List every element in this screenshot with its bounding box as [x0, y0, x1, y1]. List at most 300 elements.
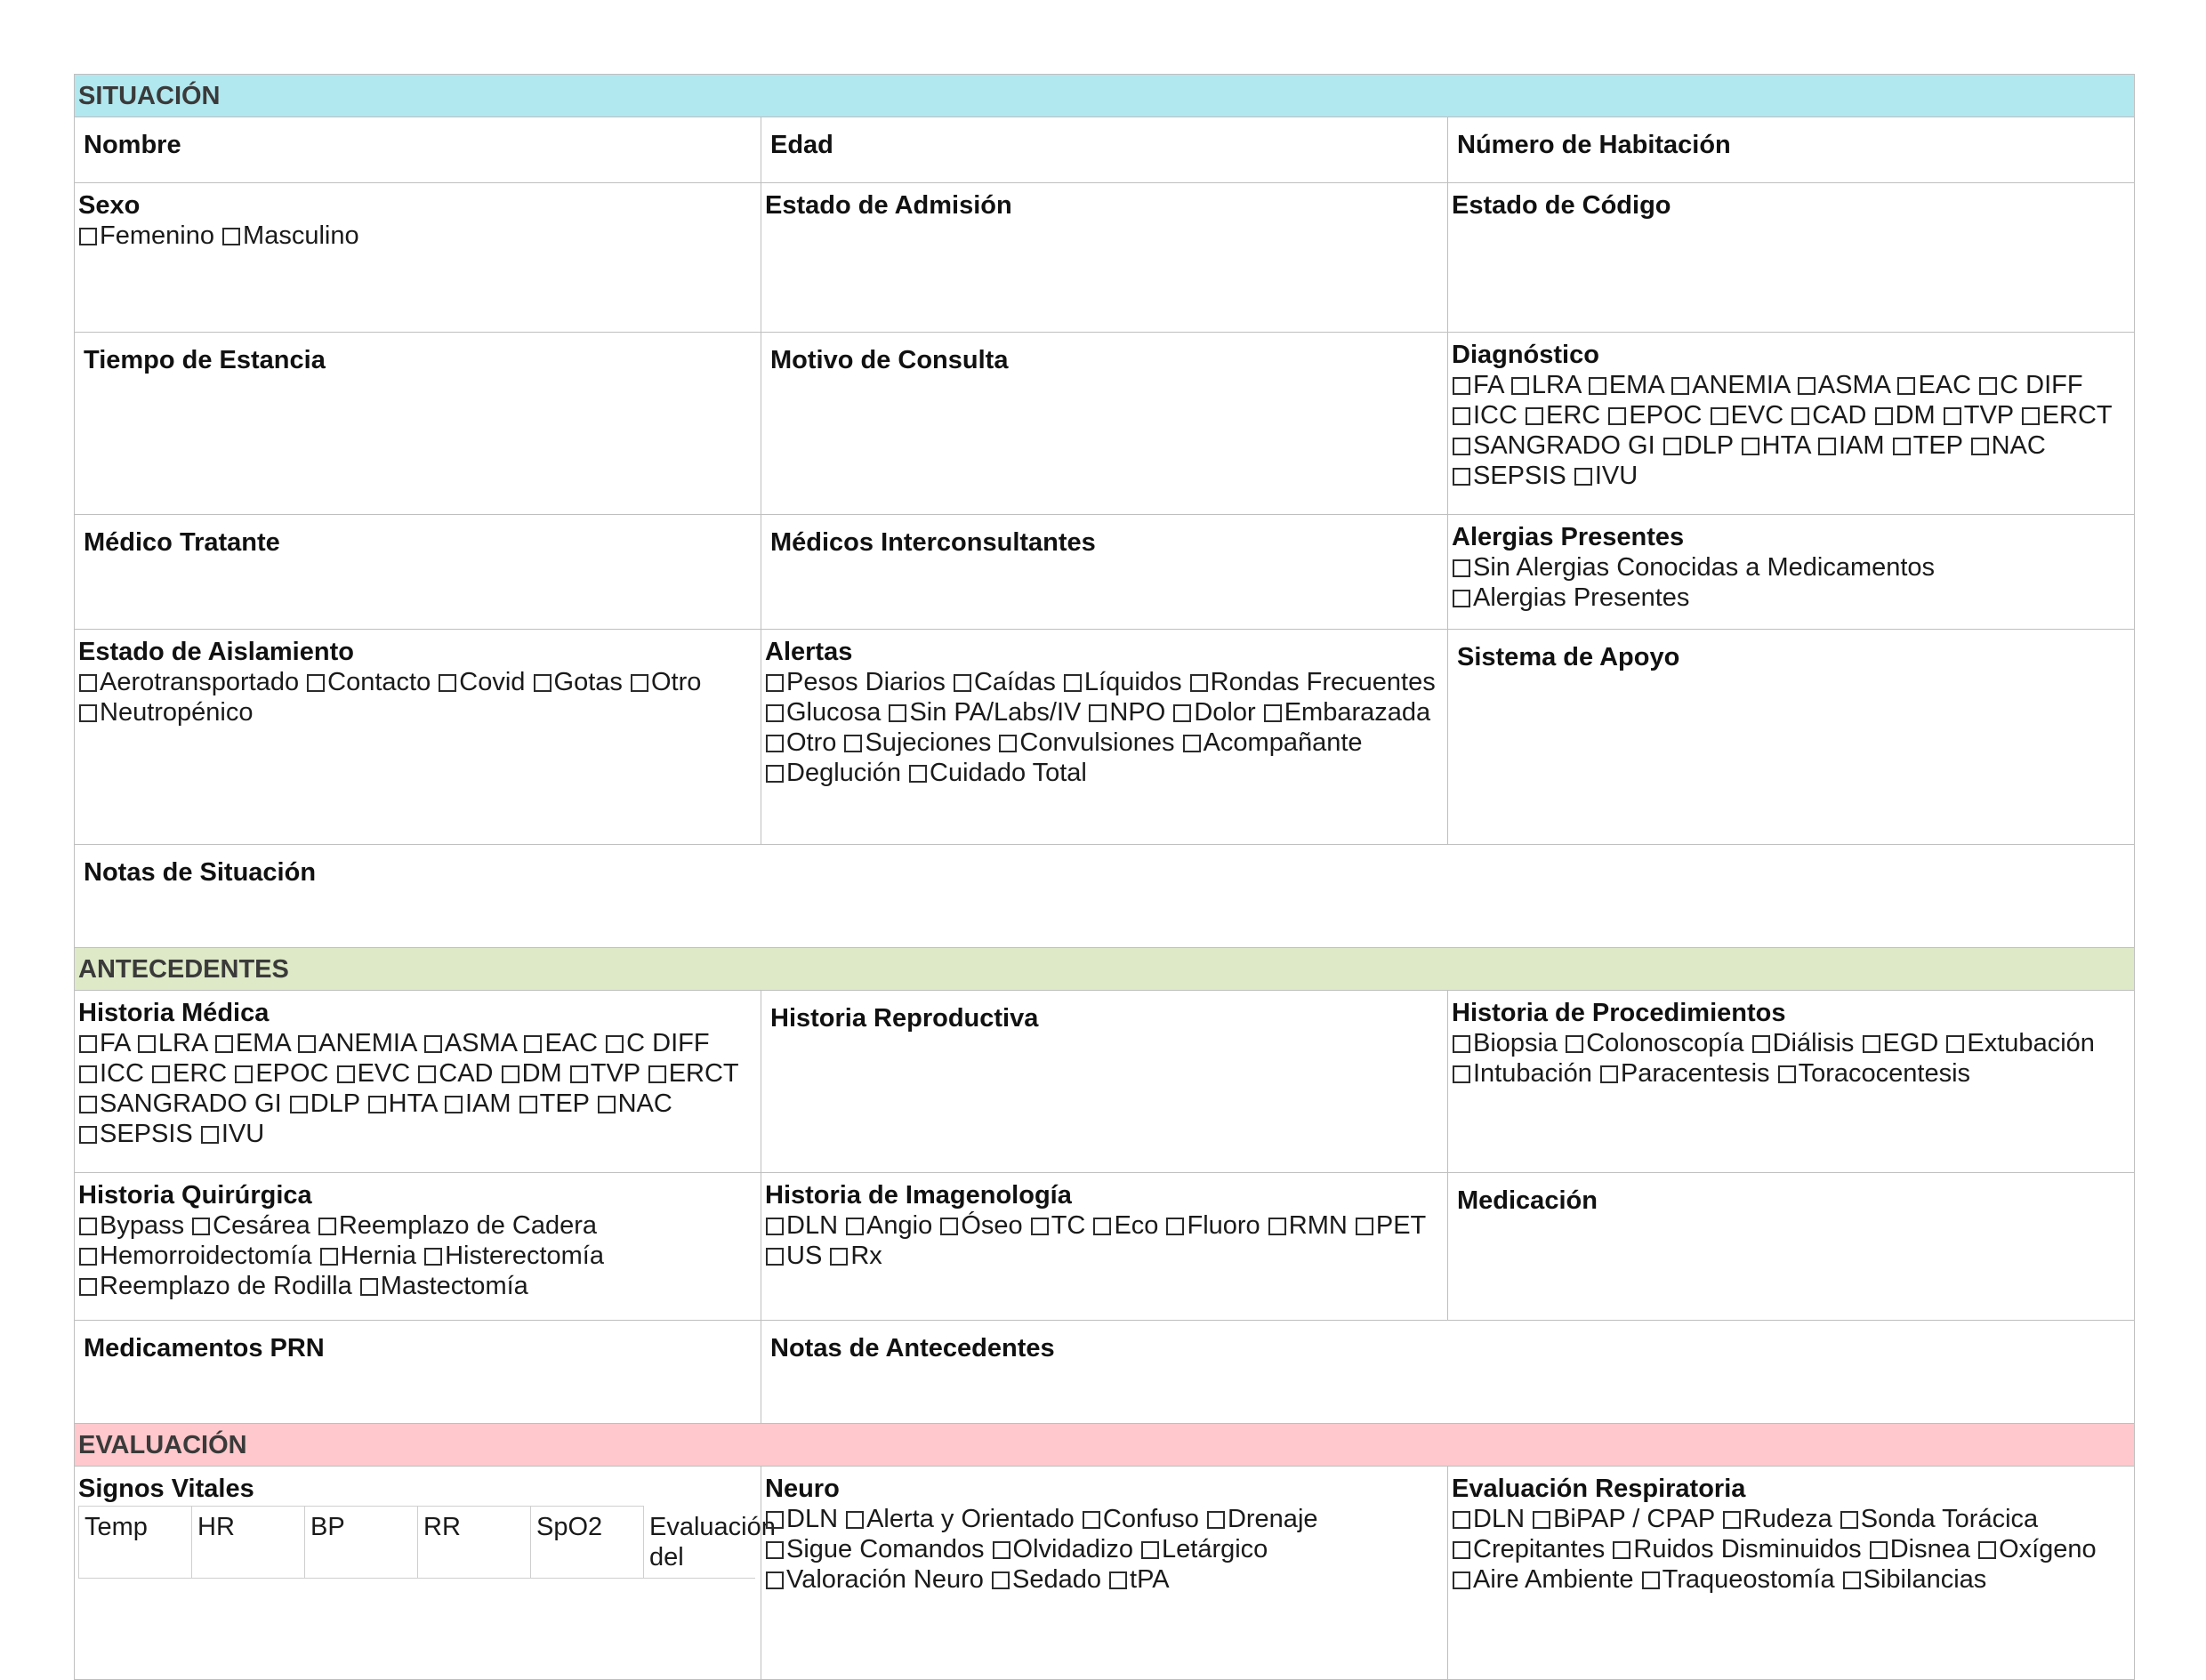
checkbox-icon[interactable] — [909, 765, 927, 783]
checkbox-option[interactable] — [765, 1505, 838, 1533]
checkbox-icon[interactable] — [1268, 1218, 1286, 1235]
cell-sistema-apoyo[interactable] — [1448, 630, 2135, 845]
checkbox-option[interactable] — [214, 1029, 290, 1057]
checkbox-icon[interactable] — [534, 674, 552, 692]
checkbox-option[interactable] — [336, 1059, 411, 1088]
checkbox-option[interactable] — [519, 1089, 590, 1118]
checkbox-icon[interactable] — [192, 1218, 210, 1235]
checkbox-option[interactable] — [1092, 1211, 1158, 1240]
checkbox-icon[interactable] — [1511, 377, 1529, 395]
checkbox-icon[interactable] — [138, 1035, 156, 1053]
cell-medicos-interconsultantes[interactable] — [761, 515, 1448, 630]
checkbox-icon[interactable] — [1453, 1035, 1470, 1053]
checkbox-icon[interactable] — [79, 1096, 97, 1113]
checkbox-option[interactable] — [200, 1120, 264, 1148]
checkbox-icon[interactable] — [1778, 1065, 1796, 1083]
checkbox-option[interactable] — [1108, 1565, 1170, 1594]
section-situacion-row — [75, 75, 2135, 117]
checkbox-label: Diálisis — [1772, 1029, 1855, 1057]
checkbox-icon[interactable] — [215, 1035, 233, 1053]
checkbox-option[interactable] — [1943, 401, 2014, 430]
checkbox-icon[interactable] — [368, 1096, 386, 1113]
checkbox-icon[interactable] — [830, 1248, 848, 1266]
checkbox-label: Angio — [866, 1211, 933, 1240]
checkbox-option[interactable] — [765, 1211, 838, 1240]
cell-medicacion[interactable] — [1448, 1173, 2135, 1321]
checkbox-group-historia-procedimientos — [1452, 1028, 2130, 1089]
checkbox-icon[interactable] — [766, 704, 784, 722]
checkbox-icon[interactable] — [766, 1511, 784, 1529]
checkbox-option[interactable] — [423, 1242, 604, 1270]
checkbox-option[interactable] — [501, 1059, 562, 1088]
checkbox-option[interactable] — [2021, 401, 2112, 430]
checkbox-option[interactable] — [630, 668, 701, 696]
cell-medico-tratante[interactable] — [75, 515, 761, 630]
checkbox-option[interactable] — [533, 668, 623, 696]
checkbox-icon[interactable] — [1723, 1511, 1741, 1529]
checkbox-icon[interactable] — [1742, 438, 1759, 455]
checkbox-label: Extubación — [1967, 1029, 2095, 1057]
checkbox-option[interactable] — [1671, 371, 1790, 399]
checkbox-icon[interactable] — [1083, 1511, 1100, 1529]
checkbox-label: IAM — [464, 1089, 511, 1118]
checkbox-icon[interactable] — [79, 704, 97, 722]
checkbox-icon[interactable] — [1944, 407, 1961, 425]
checkbox-option[interactable] — [1452, 583, 1689, 612]
checkbox-label: Sigue Comandos — [786, 1535, 985, 1563]
checkbox-icon[interactable] — [1453, 377, 1470, 395]
checkbox-option[interactable] — [1452, 371, 1503, 399]
checkbox-option[interactable] — [78, 1242, 312, 1270]
checkbox-option[interactable] — [417, 1059, 493, 1088]
checkbox-option[interactable] — [998, 728, 1174, 757]
checkbox-option[interactable] — [1588, 371, 1663, 399]
checkbox-option[interactable] — [1777, 1059, 1970, 1088]
label-medico-tratante: Médico Tratante — [84, 528, 280, 557]
checkbox-icon[interactable] — [570, 1065, 588, 1083]
checkbox-option[interactable] — [1355, 1211, 1426, 1240]
checkbox-option[interactable] — [939, 1211, 1022, 1240]
checkbox-icon[interactable] — [79, 228, 97, 245]
checkbox-option[interactable] — [78, 1029, 130, 1057]
cell-historia-reproductiva[interactable] — [761, 991, 1448, 1173]
checkbox-icon[interactable] — [307, 674, 325, 692]
checkbox-option[interactable] — [367, 1089, 437, 1118]
checkbox-icon[interactable] — [1566, 1035, 1583, 1053]
checkbox-option[interactable] — [991, 1565, 1101, 1594]
checkbox-icon[interactable] — [1526, 407, 1543, 425]
checkbox-icon[interactable] — [1089, 704, 1107, 722]
checkbox-option[interactable] — [1978, 371, 2082, 399]
checkbox-icon[interactable] — [1453, 1511, 1470, 1529]
checkbox-option[interactable] — [1970, 431, 2046, 460]
checkbox-icon[interactable] — [1663, 438, 1681, 455]
checkbox-group-respiratoria — [1452, 1504, 2130, 1595]
checkbox-option[interactable] — [1722, 1505, 1832, 1533]
checkbox-option[interactable] — [1172, 698, 1255, 727]
checkbox-label: SANGRADO GI — [100, 1089, 282, 1118]
checkbox-icon[interactable] — [418, 1065, 436, 1083]
checkbox-option[interactable] — [1641, 1565, 1835, 1594]
checkbox-icon[interactable] — [1711, 407, 1728, 425]
checkbox-icon[interactable] — [954, 674, 971, 692]
checkbox-icon[interactable] — [79, 1248, 97, 1266]
checkbox-option[interactable] — [1751, 1029, 1855, 1057]
checkbox-icon[interactable] — [1109, 1571, 1127, 1589]
checkbox-option[interactable] — [1896, 371, 1971, 399]
checkbox-icon[interactable] — [1190, 674, 1208, 692]
checkbox-label: C DIFF — [626, 1029, 710, 1057]
label-alertas: Alertas — [765, 638, 853, 666]
checkbox-icon[interactable] — [1893, 438, 1911, 455]
checkbox-icon[interactable] — [1971, 438, 1989, 455]
checkbox-option[interactable] — [234, 1059, 328, 1088]
checkbox-label: Fluoro — [1187, 1211, 1260, 1240]
checkbox-option[interactable] — [137, 1029, 207, 1057]
cell-estado-codigo[interactable] — [1448, 183, 2135, 333]
checkbox-option[interactable] — [359, 1272, 528, 1300]
checkbox-icon[interactable] — [1183, 735, 1201, 752]
checkbox-option[interactable] — [1452, 1059, 1592, 1088]
checkbox-icon[interactable] — [519, 1096, 537, 1113]
checkbox-option[interactable] — [1452, 462, 1566, 490]
vitals-col-spo2[interactable]: SpO2 — [531, 1507, 644, 1579]
checkbox-icon[interactable] — [79, 1035, 97, 1053]
cell-historia-procedimientos — [1448, 991, 2135, 1173]
checkbox-icon[interactable] — [1453, 407, 1470, 425]
checkbox-icon[interactable] — [846, 1511, 864, 1529]
checkbox-icon[interactable] — [1791, 407, 1809, 425]
checkbox-option[interactable] — [765, 728, 836, 757]
vitals-col-bp[interactable]: BP — [305, 1507, 418, 1579]
checkbox-option[interactable] — [78, 1272, 352, 1300]
checkbox-icon[interactable] — [1875, 407, 1893, 425]
checkbox-icon[interactable] — [648, 1065, 666, 1083]
cell-estado-admision[interactable] — [761, 183, 1448, 333]
checkbox-icon[interactable] — [1946, 1035, 1964, 1053]
checkbox-group-alertas — [765, 667, 1444, 788]
cell-medicamentos-prn[interactable] — [75, 1321, 761, 1424]
cell-habitacion[interactable] — [1448, 117, 2135, 183]
checkbox-icon[interactable] — [1264, 704, 1282, 722]
checkbox-label: DLN — [1473, 1505, 1526, 1533]
checkbox-icon[interactable] — [1064, 674, 1082, 692]
checkbox-option[interactable] — [1840, 1505, 2038, 1533]
checkbox-option[interactable] — [78, 221, 214, 250]
checkbox-option[interactable] — [845, 1505, 1075, 1533]
checkbox-option[interactable] — [1268, 1211, 1348, 1240]
checkbox-label: CAD — [1812, 401, 1867, 430]
checkbox-option[interactable] — [605, 1029, 709, 1057]
checkbox-icon[interactable] — [1453, 1065, 1470, 1083]
checkbox-icon[interactable] — [318, 1218, 336, 1235]
checkbox-icon[interactable] — [1453, 1571, 1470, 1589]
checkbox-icon[interactable] — [1840, 1511, 1858, 1529]
vitals-col-hr[interactable]: HR — [192, 1507, 305, 1579]
checkbox-icon[interactable] — [606, 1035, 624, 1053]
checkbox-option[interactable] — [1140, 1535, 1268, 1563]
checkbox-icon[interactable] — [445, 1096, 463, 1113]
checkbox-icon[interactable] — [1752, 1035, 1770, 1053]
cell-motivo-consulta[interactable] — [761, 333, 1448, 515]
checkbox-option[interactable] — [1977, 1535, 2097, 1563]
checkbox-option[interactable] — [318, 1211, 597, 1240]
checkbox-icon[interactable] — [1031, 1218, 1049, 1235]
checkbox-icon[interactable] — [1798, 377, 1816, 395]
label-sexo: Sexo — [78, 191, 141, 220]
checkbox-icon[interactable] — [1207, 1511, 1225, 1529]
cell-notas-situacion[interactable] — [75, 845, 2135, 948]
checkbox-option[interactable] — [765, 1242, 822, 1270]
checkbox-icon[interactable] — [1613, 1541, 1630, 1559]
checkbox-icon[interactable] — [1978, 1541, 1996, 1559]
checkbox-icon[interactable] — [766, 1218, 784, 1235]
checkbox-option[interactable] — [1874, 401, 1936, 430]
checkbox-option[interactable] — [444, 1089, 511, 1118]
checkbox-option[interactable] — [829, 1242, 882, 1270]
checkbox-icon[interactable] — [1453, 438, 1470, 455]
label-habitacion: Número de Habitación — [1457, 131, 1731, 159]
vitals-col-temp[interactable]: Temp — [79, 1507, 192, 1579]
checkbox-option[interactable] — [438, 668, 525, 696]
checkbox-icon[interactable] — [502, 1065, 519, 1083]
checkbox-icon[interactable] — [1863, 1035, 1880, 1053]
checkbox-icon[interactable] — [889, 704, 906, 722]
checkbox-option[interactable] — [151, 1059, 227, 1088]
checkbox-icon[interactable] — [766, 765, 784, 783]
checkbox-option[interactable] — [1599, 1059, 1770, 1088]
checkbox-option[interactable] — [1063, 668, 1182, 696]
checkbox-option[interactable] — [191, 1211, 310, 1240]
checkbox-icon[interactable] — [940, 1218, 958, 1235]
checkbox-icon[interactable] — [290, 1096, 308, 1113]
checkbox-label: Óseo — [961, 1211, 1023, 1240]
checkbox-label: Rondas Frecuentes — [1210, 668, 1436, 696]
checkbox-icon[interactable] — [79, 1126, 97, 1144]
checkbox-option[interactable] — [765, 668, 946, 696]
label-medicamentos-prn: Medicamentos PRN — [84, 1334, 325, 1362]
checkbox-option[interactable] — [423, 1029, 517, 1057]
checkbox-icon[interactable] — [1642, 1571, 1660, 1589]
checkbox-option[interactable] — [1945, 1029, 2095, 1057]
checkbox-icon[interactable] — [1533, 1511, 1550, 1529]
checkbox-option[interactable] — [319, 1242, 416, 1270]
checkbox-option[interactable] — [1452, 431, 1655, 460]
checkbox-icon[interactable] — [320, 1248, 338, 1266]
checkbox-icon[interactable] — [1671, 377, 1689, 395]
checkbox-option[interactable] — [1869, 1535, 1970, 1563]
checkbox-icon[interactable] — [1897, 377, 1915, 395]
checkbox-icon[interactable] — [79, 1278, 97, 1296]
checkbox-icon[interactable] — [201, 1126, 219, 1144]
checkbox-option[interactable] — [78, 668, 299, 696]
checkbox-option[interactable] — [765, 1535, 984, 1563]
checkbox-icon[interactable] — [1608, 407, 1626, 425]
checkbox-label: Sedado — [1011, 1565, 1101, 1594]
checkbox-icon[interactable] — [1600, 1065, 1618, 1083]
label-sistema-apoyo: Sistema de Apoyo — [1457, 643, 1680, 671]
label-evaluacion-respiratoria: Evaluación Respiratoria — [1452, 1475, 1746, 1503]
checkbox-icon[interactable] — [1453, 590, 1470, 607]
checkbox-option[interactable] — [78, 1059, 144, 1088]
vitals-col-rr[interactable]: RR — [418, 1507, 531, 1579]
checkbox-option[interactable] — [78, 1089, 282, 1118]
checkbox-icon[interactable] — [298, 1035, 316, 1053]
checkbox-icon[interactable] — [631, 674, 648, 692]
checkbox-icon[interactable] — [1356, 1218, 1373, 1235]
cell-historia-imagenologia — [761, 1173, 1448, 1321]
checkbox-option[interactable] — [992, 1535, 1133, 1563]
checkbox-option[interactable] — [78, 1211, 184, 1240]
checkbox-icon[interactable] — [1141, 1541, 1159, 1559]
checkbox-label: Hernia — [340, 1242, 417, 1270]
checkbox-icon[interactable] — [79, 674, 97, 692]
checkbox-label: HTA — [388, 1089, 437, 1118]
cell-edad[interactable] — [761, 117, 1448, 183]
checkbox-icon[interactable] — [999, 735, 1017, 752]
checkbox-icon[interactable] — [1093, 1218, 1111, 1235]
checkbox-icon[interactable] — [766, 1248, 784, 1266]
checkbox-option[interactable] — [765, 759, 901, 787]
checkbox-icon[interactable] — [1589, 377, 1606, 395]
checkbox-icon[interactable] — [424, 1248, 442, 1266]
checkbox-option[interactable] — [221, 221, 359, 250]
checkbox-icon[interactable] — [1574, 468, 1592, 486]
checkbox-label: DLN — [786, 1505, 839, 1533]
checkbox-icon[interactable] — [992, 1571, 1010, 1589]
checkbox-option[interactable] — [1206, 1505, 1318, 1533]
checkbox-option[interactable] — [1452, 1565, 1634, 1594]
checkbox-option[interactable] — [1532, 1505, 1715, 1533]
checkbox-label: EPOC — [1629, 401, 1703, 430]
checkbox-icon[interactable] — [1818, 438, 1836, 455]
checkbox-label: DM — [1895, 401, 1936, 430]
cell-notas-antecedentes[interactable] — [761, 1321, 2135, 1424]
checkbox-icon[interactable] — [524, 1035, 542, 1053]
checkbox-group-historia-imagenologia — [765, 1210, 1444, 1271]
checkbox-icon[interactable] — [1870, 1541, 1888, 1559]
checkbox-icon[interactable] — [766, 735, 784, 752]
checkbox-option[interactable] — [1088, 698, 1165, 727]
checkbox-option[interactable] — [1862, 1029, 1939, 1057]
checkbox-option[interactable] — [908, 759, 1087, 787]
checkbox-option[interactable] — [648, 1059, 738, 1088]
checkbox-option[interactable] — [1082, 1505, 1199, 1533]
checkbox-icon[interactable] — [1453, 559, 1470, 577]
checkbox-option[interactable] — [1791, 401, 1866, 430]
checkbox-option[interactable] — [1710, 401, 1784, 430]
checkbox-icon[interactable] — [235, 1065, 253, 1083]
checkbox-icon[interactable] — [1843, 1571, 1861, 1589]
checkbox-option[interactable] — [1565, 1029, 1743, 1057]
checkbox-label: EAC — [1918, 371, 1972, 399]
label-nombre: Nombre — [84, 131, 181, 159]
checkbox-option[interactable] — [843, 728, 991, 757]
checkbox-option[interactable] — [306, 668, 431, 696]
checkbox-icon[interactable] — [993, 1541, 1010, 1559]
checkbox-icon[interactable] — [1166, 1218, 1184, 1235]
checkbox-option[interactable] — [1452, 401, 1518, 430]
checkbox-icon[interactable] — [766, 674, 784, 692]
checkbox-option[interactable] — [765, 1565, 984, 1594]
checkbox-icon[interactable] — [1453, 1541, 1470, 1559]
checkbox-option[interactable] — [1817, 431, 1885, 460]
checkbox-icon[interactable] — [337, 1065, 355, 1083]
checkbox-option[interactable] — [78, 1120, 193, 1148]
checkbox-option[interactable] — [1797, 371, 1890, 399]
checkbox-option[interactable] — [569, 1059, 640, 1088]
checkbox-option[interactable] — [1663, 431, 1734, 460]
checkbox-icon[interactable] — [766, 1541, 784, 1559]
checkbox-icon[interactable] — [598, 1096, 616, 1113]
checkbox-icon[interactable] — [79, 1065, 97, 1083]
checkbox-option[interactable] — [1741, 431, 1810, 460]
checkbox-option[interactable] — [1030, 1211, 1086, 1240]
vitals-col-evaluacion[interactable]: Evaluación del — [644, 1507, 755, 1579]
checkbox-option[interactable] — [1612, 1535, 1861, 1563]
checkbox-label: Reemplazo de Cadera — [338, 1211, 598, 1240]
checkbox-option[interactable] — [1452, 553, 1935, 582]
checkbox-option[interactable] — [1607, 401, 1702, 430]
checkbox-option[interactable] — [1165, 1211, 1260, 1240]
checkbox-option[interactable] — [289, 1089, 360, 1118]
checkbox-icon[interactable] — [424, 1035, 442, 1053]
checkbox-option[interactable] — [1452, 1535, 1605, 1563]
checkbox-icon[interactable] — [1453, 468, 1470, 486]
checkbox-option[interactable] — [523, 1029, 598, 1057]
checkbox-icon[interactable] — [2022, 407, 2040, 425]
checkbox-option[interactable] — [953, 668, 1056, 696]
checkbox-option[interactable] — [1574, 462, 1638, 490]
checkbox-label: ERCT — [2041, 401, 2113, 430]
checkbox-icon[interactable] — [439, 674, 456, 692]
checkbox-group-diagnostico — [1452, 370, 2130, 491]
checkbox-icon[interactable] — [79, 1218, 97, 1235]
checkbox-label: Neutropénico — [100, 698, 254, 727]
checkbox-icon[interactable] — [846, 1218, 864, 1235]
checkbox-option[interactable] — [1892, 431, 1963, 460]
checkbox-option[interactable] — [1510, 371, 1581, 399]
checkbox-icon[interactable] — [1173, 704, 1191, 722]
checkbox-option[interactable] — [1263, 698, 1430, 727]
checkbox-icon[interactable] — [766, 1571, 784, 1589]
cell-tiempo-estancia[interactable] — [75, 333, 761, 515]
checkbox-icon[interactable] — [844, 735, 862, 752]
checkbox-option[interactable] — [845, 1211, 932, 1240]
cell-nombre[interactable] — [75, 117, 761, 183]
checkbox-label: EVC — [357, 1059, 411, 1088]
checkbox-option[interactable] — [597, 1089, 672, 1118]
checkbox-label: LRA — [157, 1029, 207, 1057]
checkbox-option[interactable] — [765, 698, 881, 727]
checkbox-icon[interactable] — [222, 228, 240, 245]
checkbox-option[interactable] — [1189, 668, 1436, 696]
checkbox-option[interactable] — [78, 698, 254, 727]
checkbox-option[interactable] — [1525, 401, 1600, 430]
checkbox-icon[interactable] — [152, 1065, 170, 1083]
checkbox-icon[interactable] — [1979, 377, 1997, 395]
checkbox-option[interactable] — [1452, 1029, 1558, 1057]
checkbox-label: Otro — [786, 728, 837, 757]
checkbox-icon[interactable] — [360, 1278, 378, 1296]
checkbox-label: US — [786, 1242, 823, 1270]
checkbox-option[interactable] — [1182, 728, 1363, 757]
checkbox-option[interactable] — [297, 1029, 416, 1057]
checkbox-option[interactable] — [1452, 1505, 1525, 1533]
checkbox-option[interactable] — [1842, 1565, 1987, 1594]
checkbox-label: DLP — [310, 1089, 360, 1118]
checkbox-option[interactable] — [888, 698, 1081, 727]
